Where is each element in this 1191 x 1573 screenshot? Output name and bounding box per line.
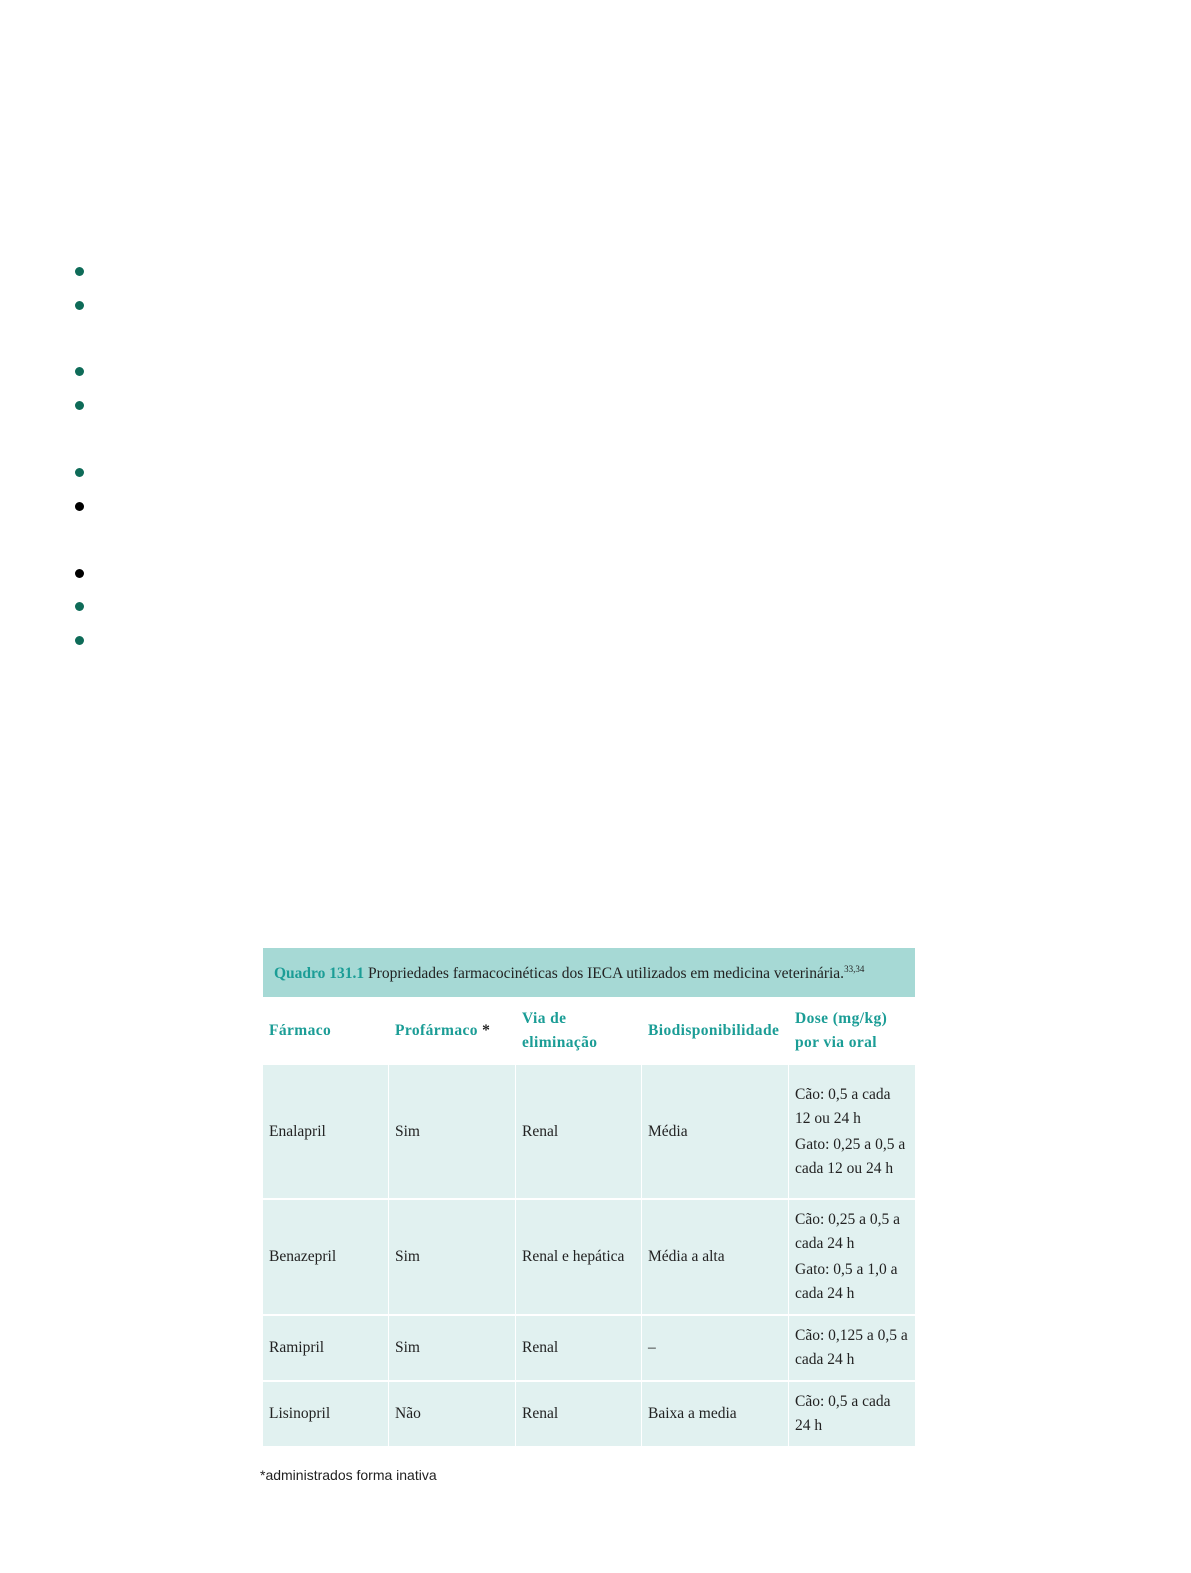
header-profarmaco <box>389 997 516 1065</box>
table-row <box>263 1200 915 1316</box>
cell-via: Renal <box>516 1316 642 1382</box>
header-biodisponibilidade: Biodisponibilidade <box>642 997 789 1065</box>
table-row <box>263 1065 915 1200</box>
bullet-dot <box>75 401 84 410</box>
bullet-dot <box>75 636 84 645</box>
dose-line: Cão: 0,5 a cada 24 h <box>795 1393 891 1434</box>
pharmacokinetics-table-box <box>263 948 915 1448</box>
cell-dose <box>789 1200 915 1316</box>
cell-profarmaco: Sim <box>389 1316 516 1382</box>
dose-line: Gato: 0,5 a 1,0 a cada 24 h <box>795 1261 898 1302</box>
bullet-dot <box>75 468 84 477</box>
bullet-dot <box>75 267 84 276</box>
cell-profarmaco: Não <box>389 1382 516 1448</box>
bullet-dot <box>75 367 84 376</box>
cell-dose <box>789 1382 915 1448</box>
cell-profarmaco: Sim <box>389 1065 516 1200</box>
dose-line: Cão: 0,125 a 0,5 a cada 24 h <box>795 1327 908 1368</box>
cell-via: Renal <box>516 1065 642 1200</box>
bullet-list <box>0 0 200 700</box>
cell-biodisponibilidade: Baixa a media <box>642 1382 789 1448</box>
table-title: Propriedades farmacocinéticas dos IECA utilizados em medicina veterinária. <box>364 965 845 982</box>
table-row <box>263 1316 915 1382</box>
table-row <box>263 1382 915 1448</box>
cell-biodisponibilidade: – <box>642 1316 789 1382</box>
cell-farmaco: Benazepril <box>263 1200 389 1316</box>
dose-line: Cão: 0,5 a cada 12 ou 24 h <box>795 1085 891 1127</box>
bullet-dot <box>75 602 84 611</box>
cell-biodisponibilidade: Média <box>642 1065 789 1200</box>
cell-farmaco: Enalapril <box>263 1065 389 1200</box>
cell-dose <box>789 1316 915 1382</box>
cell-profarmaco: Sim <box>389 1200 516 1316</box>
cell-via: Renal e hepática <box>516 1200 642 1316</box>
bullet-dot <box>75 301 84 310</box>
table-caption <box>263 948 915 997</box>
header-dose: Dose (mg/kg) por via oral <box>789 997 915 1065</box>
table-footnote: *administrados forma inativa <box>260 1467 437 1483</box>
bullet-dot <box>75 569 84 578</box>
table-references: 33,34 <box>844 964 865 974</box>
dose-line: Cão: 0,25 a 0,5 a cada 24 h <box>795 1211 901 1252</box>
cell-dose <box>789 1065 915 1200</box>
cell-farmaco: Ramipril <box>263 1316 389 1382</box>
table-label: Quadro 131.1 <box>274 965 365 982</box>
bullet-dot <box>75 502 84 511</box>
cell-farmaco: Lisinopril <box>263 1382 389 1448</box>
header-via-eliminacao: Via de eliminação <box>516 997 642 1065</box>
table-header-row <box>263 997 915 1065</box>
header-profarmaco-label: Profármaco <box>395 1022 478 1039</box>
cell-via: Renal <box>516 1382 642 1448</box>
dose-line: Gato: 0,25 a 0,5 a cada 12 ou 24 h <box>795 1135 906 1177</box>
cell-biodisponibilidade: Média a alta <box>642 1200 789 1316</box>
header-profarmaco-asterisk: * <box>477 1022 491 1039</box>
pharmacokinetics-table <box>263 997 915 1448</box>
header-farmaco: Fármaco <box>263 997 389 1065</box>
